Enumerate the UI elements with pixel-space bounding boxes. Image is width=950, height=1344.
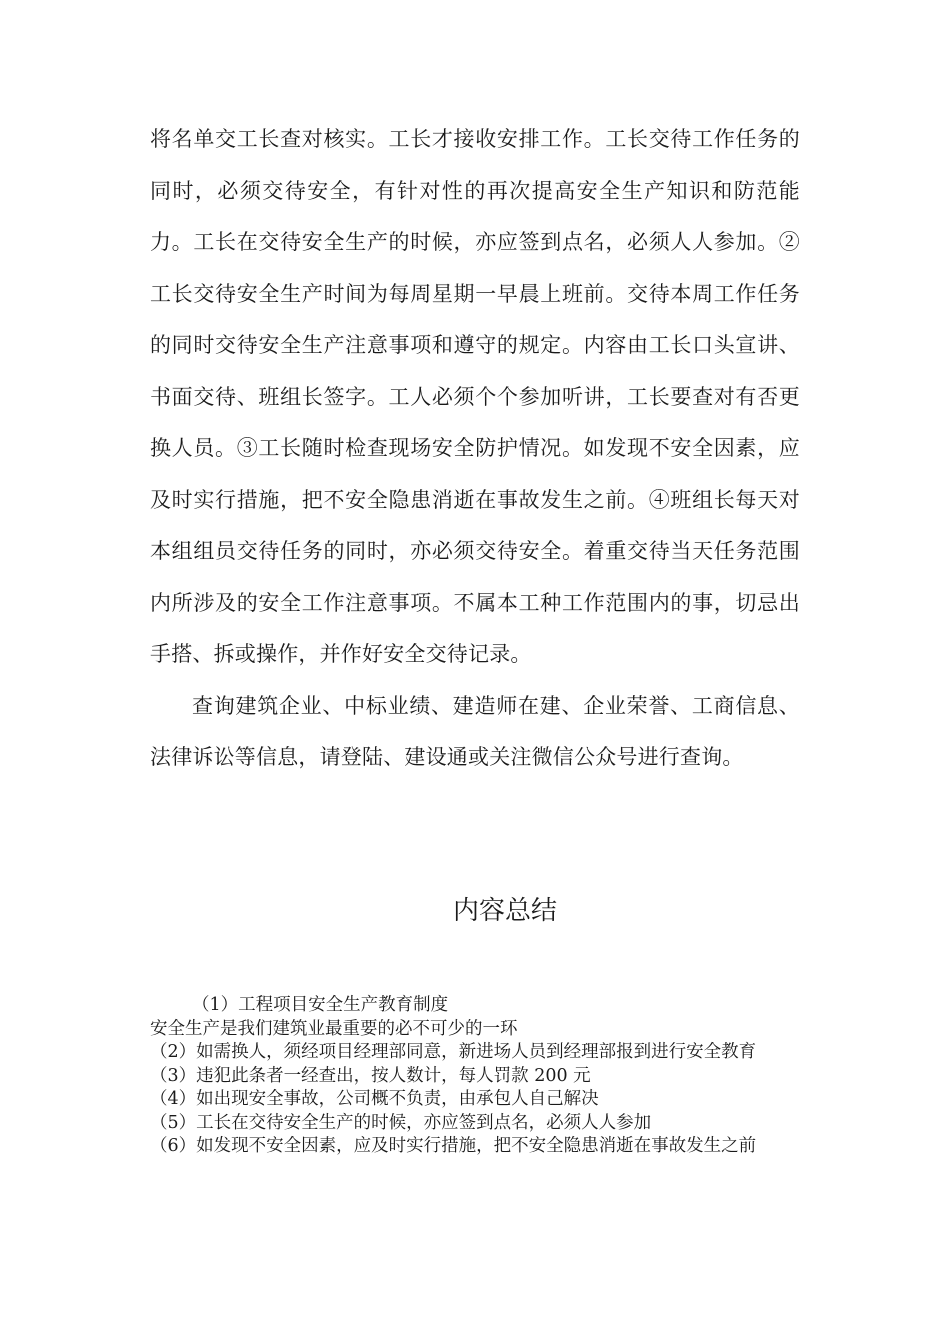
summary-list bbox=[150, 994, 790, 1159]
body-paragraph-2: 查询建筑企业、中标业绩、建造师在建、企业荣誉、工商信息、法律诉讼等信息，请登陆、建设通或关注微信公众号进行查询。 bbox=[150, 693, 800, 769]
summary-item: 安全生产是我们建筑业最重要的必不可少的一环 bbox=[150, 1018, 518, 1039]
summary-item: （6）如发现不安全因素，应及时实行措施，把不安全隐患消逝在事故发生之前 bbox=[150, 1136, 757, 1156]
summary-item: （2）如需换人，须经项目经理部同意，新进场人员到经理部报到进行安全教育 bbox=[150, 1042, 757, 1062]
body-text bbox=[150, 114, 800, 784]
summary-item: （3）违犯此条者一经查出，按人数计，每人罚款 200 元 bbox=[150, 1065, 591, 1086]
summary-item: （5）工长在交待安全生产的时候，亦应签到点名，必须人人参加 bbox=[150, 1112, 652, 1133]
summary-item: （4）如出现安全事故，公司概不负责，由承包人自己解决 bbox=[150, 1089, 599, 1109]
body-paragraph-1: 将名单交工长查对核实。工长才接收安排工作。工长交待工作任务的同时，必须交待安全，有针对性的再次提高安全生产知识和防范能力。工长在交待安全生产的时候，亦应签到点名，必须人人参加。②工长交待安全生产时间为每周星期一早晨上班前。交待本周工作任务的同时交待安全生产注意事项和遵守的规定。内容由工长口头宣讲、书面交待、班组长签字。工人必须个个参加听讲，工长要查对有否更换人员。③工长随时检查现场安全防护情况。如发现不安全因素，应及时实行措施，把不安全隐患消逝在事故发生之前。④班组长每天对本组组员交待任务的同时，亦必须交待安全。着重交待当天任务范围内所涉及的安全工作注意事项。不属本工种工作范围内的事，切忌出手搭、拆或操作，并作好安全交待记录。 bbox=[150, 127, 800, 666]
summary-title: 内容总结 bbox=[452, 896, 557, 926]
summary-item: （1）工程项目安全生产教育制度 bbox=[192, 995, 449, 1015]
